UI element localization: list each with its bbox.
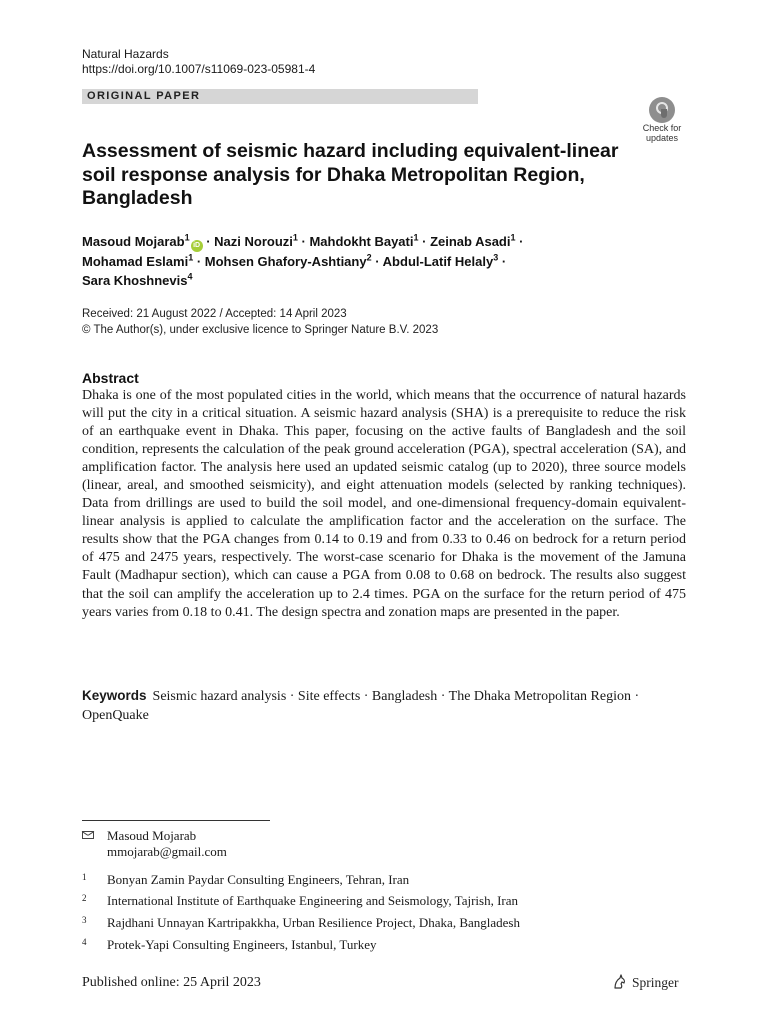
published-online: Published online: 25 April 2023 bbox=[82, 975, 261, 990]
corresponding-author-name: Masoud Mojarab bbox=[107, 828, 197, 843]
corresponding-author-email[interactable]: mmojarab@gmail.com bbox=[107, 844, 227, 859]
author-name: Abdul-Latif Helaly bbox=[382, 254, 494, 269]
author-affiliation-mark: 3 bbox=[493, 252, 499, 263]
copyright-notice: © The Author(s), under exclusive licence to Springer Nature B.V. 2023 bbox=[82, 324, 439, 336]
orcid-icon[interactable]: iD bbox=[191, 240, 203, 252]
paper-title: Assessment of seismic hazard including equivalent-linear soil response analysis for Dhaka Metropolitan Region, Bangladesh bbox=[82, 140, 619, 209]
journal-name: Natural Hazards bbox=[82, 47, 169, 61]
affiliation-number: 2 bbox=[82, 893, 87, 903]
affiliation-number: 4 bbox=[82, 937, 87, 947]
abstract-heading: Abstract bbox=[82, 370, 139, 386]
doi-link[interactable]: https://doi.org/10.1007/s11069-023-05981-4 bbox=[82, 62, 316, 76]
author-affiliation-mark: 4 bbox=[187, 271, 193, 282]
paper-type-label: ORIGINAL PAPER bbox=[87, 90, 201, 102]
author-affiliation-mark: 1 bbox=[510, 232, 516, 243]
affiliation-text: Bonyan Zamin Paydar Consulting Engineers, Tehran, Iran bbox=[107, 872, 410, 887]
author-name: Mohamad Eslami bbox=[82, 254, 189, 269]
keywords-block bbox=[82, 687, 686, 725]
affiliation-text: Rajdhani Unnayan Kartripakkha, Urban Resilience Project, Dhaka, Bangladesh bbox=[107, 915, 520, 930]
springer-logo bbox=[612, 974, 679, 991]
author-list: Masoud Mojarab$^1$iD · Nazi Norouzi$^1$ · Mahdokht Bayati$^1$ · Zeinab Asadi$^1$ · Mohamad Eslami$^1$ · Mohsen Ghafory-Ashtiany$^2$ · Abdul-Latif Helaly$^3$ · Sara Khoshnevis$^4$ bbox=[82, 232, 524, 288]
affiliation-text: Protek-Yapi Consulting Engineers, Istanbul, Turkey bbox=[107, 937, 377, 952]
check-updates-label: Check for updates bbox=[642, 123, 682, 143]
author-affiliation-mark: 2 bbox=[366, 252, 372, 263]
received-accepted: Received: 21 August 2022 / Accepted: 14 April 2023 bbox=[82, 308, 347, 320]
author-affiliation-mark: 1 bbox=[292, 232, 298, 243]
journal-header bbox=[82, 47, 315, 77]
envelope-icon bbox=[82, 831, 94, 839]
paper-type-banner bbox=[82, 89, 478, 104]
abstract-text: Dhaka is one of the most populated cities in the world, which means that the occurrence of natural hazards will put the city in a critical situation. A seismic hazard analysis (SHA) is a prerequisite to reduce the risk of an earthquake event in Dhaka. This paper, focusing on the active faults of Bangladesh and the soil condition, represents the calculation of the peak ground acceleration (PGA), spectral acceleration (SA), and amplification factor. The analysis here used an updated seismic catalog (up to 2020), three source models (linear, areal, and smoothed seismicity), and eight attenuation models (selected by ranking techniques). Data from drillings are used to build the soil model, and one-dimensional frequency-domain equivalent-linear analysis is applied to calculate the amplification factor and the acceleration on the surface. The results show that the PGA changes from 0.14 to 0.19 and from 0.33 to 0.46 on bedrock for a return period of 475 and 2475 years, respectively. The worst-case scenario for Dhaka is the movement of the Jamuna Fault (Madhapur section), which can cause a PGA from 0.08 to 0.68 on bedrock. The results also suggest that the soil can amplify the acceleration up to 2.4 times. PGA on the surface for the return period of 475 years varies from 0.18 to 0.41. The design spectra and zonation maps are presented in the paper. bbox=[82, 388, 686, 620]
keywords-text: Seismic hazard analysis · Site effects · Bangladesh · The Dhaka Metropolitan Region · OpenQuake bbox=[82, 689, 640, 723]
author-affiliation-mark: 1 bbox=[413, 232, 419, 243]
footnote-divider bbox=[82, 820, 270, 821]
keywords-label: Keywords bbox=[82, 688, 147, 703]
author-name: Sara Khoshnevis bbox=[82, 273, 188, 288]
author-name: Nazi Norouzi bbox=[214, 234, 293, 249]
publisher-name: Springer bbox=[632, 975, 679, 990]
check-updates-icon bbox=[649, 97, 675, 123]
affiliation-number: 1 bbox=[82, 872, 87, 882]
author-affiliation-mark: 1 bbox=[184, 232, 190, 243]
author-name: Zeinab Asadi bbox=[430, 234, 511, 249]
author-name: Mahdokht Bayati bbox=[309, 234, 414, 249]
springer-horse-icon bbox=[612, 974, 628, 990]
affiliation-number: 3 bbox=[82, 915, 87, 925]
affiliation-text: International Institute of Earthquake Engineering and Seismology, Tajrish, Iran bbox=[107, 893, 519, 908]
author-name: Mohsen Ghafory-Ashtiany bbox=[204, 254, 367, 269]
author-name: Masoud Mojarab bbox=[82, 234, 185, 249]
publication-dates bbox=[82, 306, 438, 338]
check-for-updates-badge[interactable] bbox=[636, 97, 688, 143]
author-affiliation-mark: 1 bbox=[188, 252, 194, 263]
